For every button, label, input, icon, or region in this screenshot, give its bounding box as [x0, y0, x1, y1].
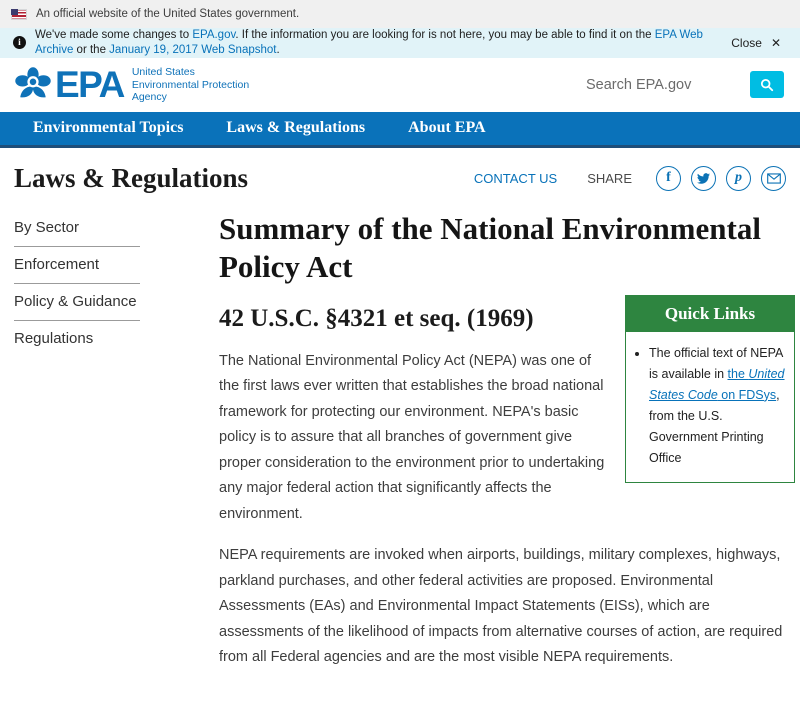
- official-banner: [0, 0, 800, 28]
- quick-links-list: [630, 343, 786, 469]
- agency-line1: United States: [131, 65, 195, 78]
- quick-links-box: [625, 295, 795, 483]
- share-email-icon[interactable]: [761, 166, 786, 191]
- alert-text: [35, 28, 706, 58]
- info-icon: i: [13, 36, 26, 49]
- close-icon: ✕: [770, 35, 781, 50]
- article-paragraph-2: NEPA requirements are invoked when airports, buildings, military complexes, highways, parkland purchases, and other federal activities are proposed. Environmental Assessments (EAs) and Environmental Impact Statements (EISs), which are assessments of the likelihood of impacts from alternative courses of action, are required from all Federal agencies and are the most visible NEPA requirements.: [219, 547, 783, 666]
- agency-line2: Environmental Protection: [131, 78, 250, 91]
- head-actions: [474, 166, 786, 191]
- pinterest-glyph: p: [735, 170, 742, 186]
- sidebar-item-enforcement[interactable]: Enforcement: [14, 247, 140, 284]
- search-area: [584, 71, 784, 98]
- close-label: Close: [731, 35, 762, 50]
- quick-links-item: [649, 343, 786, 469]
- usc-link-suffix: on FDSys: [717, 387, 777, 402]
- alert-text-mid1: . If the information you are looking for is not here, you may be able to find it on the: [235, 29, 655, 41]
- nav-environmental-topics[interactable]: Environmental Topics: [33, 119, 184, 137]
- epa-logo-text: EPA: [55, 64, 124, 106]
- article-subtitle: 42 U.S.C. §4321 et seq. (1969): [219, 304, 534, 332]
- link-jan-2017-snapshot[interactable]: January 19, 2017 Web Snapshot: [109, 43, 277, 56]
- share-facebook-icon[interactable]: [656, 166, 681, 191]
- epa-flower-icon: [13, 65, 53, 105]
- usc-link-italic: United States Code: [649, 366, 785, 402]
- site-header: [0, 58, 800, 112]
- sidebar-item-by-sector[interactable]: By Sector: [14, 210, 140, 247]
- alert-text-pre: We've made some changes to: [35, 29, 193, 41]
- link-epa-gov[interactable]: EPA.gov: [192, 29, 236, 41]
- sidebar-nav: [14, 196, 219, 671]
- primary-nav: [0, 112, 800, 148]
- page-head: [0, 148, 800, 196]
- envelope-icon: [767, 173, 781, 184]
- quick-links-title: Quick Links: [626, 296, 794, 332]
- alert-banner: [0, 28, 800, 58]
- quick-item-pre: The official text of NEPA is available in: [649, 345, 783, 381]
- article-paragraph-1: The National Environmental Policy Act (NEPA) was one of the first laws ever written that establishes the broad national framework for protecting our environment. NEPA's basic policy is to assure that all branches of government give proper consideration to the environment prior to undertaking any major federal action that significantly affects the environment.: [219, 352, 605, 522]
- quick-item-post: , from the U.S. Government Printing Office: [649, 387, 780, 465]
- share-twitter-icon[interactable]: [691, 166, 716, 191]
- content-area: [0, 196, 800, 701]
- link-epa-web-archive[interactable]: EPA Web Archive: [35, 29, 703, 56]
- agency-line3: Agency: [131, 91, 167, 104]
- sidebar-item-policy-guidance[interactable]: Policy & Guidance: [14, 284, 140, 321]
- official-banner-text: An official website of the United States government.: [36, 8, 300, 20]
- nav-about-epa[interactable]: About EPA: [408, 119, 486, 137]
- article-title: Summary of the National Environmental Policy Act: [219, 210, 761, 285]
- search-icon: [760, 78, 774, 92]
- share-pinterest-icon[interactable]: [726, 166, 751, 191]
- contact-us-link[interactable]: CONTACT US: [473, 170, 558, 186]
- share-label: SHARE: [587, 170, 632, 186]
- facebook-glyph: f: [666, 170, 671, 186]
- alert-text-mid2: or the: [73, 43, 110, 56]
- section-title: Laws & Regulations: [14, 162, 249, 193]
- epa-logo[interactable]: [13, 65, 249, 105]
- search-input[interactable]: [584, 76, 738, 94]
- quick-links-body: [626, 332, 794, 482]
- close-alert-button[interactable]: [725, 35, 787, 51]
- sidebar-item-regulations[interactable]: Regulations: [14, 330, 94, 348]
- article: [219, 196, 795, 671]
- us-flag-icon: [11, 9, 27, 20]
- nav-laws-regulations[interactable]: Laws & Regulations: [226, 119, 366, 137]
- agency-name: [132, 66, 249, 104]
- alert-text-end: .: [276, 43, 280, 56]
- search-button[interactable]: [750, 71, 784, 98]
- usc-link-prefix: the: [727, 366, 749, 381]
- twitter-bird-icon: [697, 172, 710, 185]
